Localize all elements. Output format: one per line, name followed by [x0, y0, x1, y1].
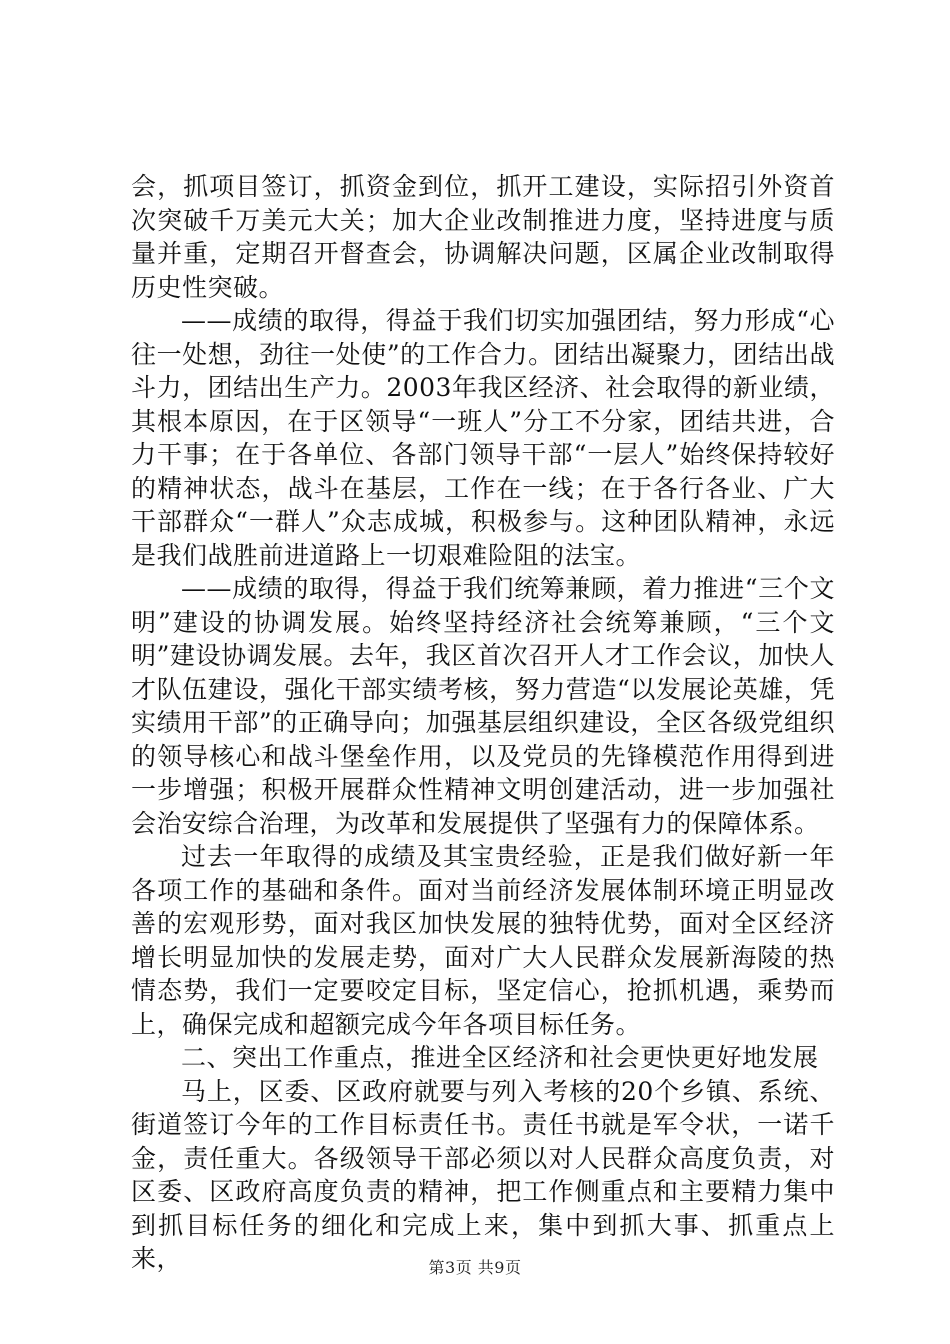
paragraph-4: 过去一年取得的成绩及其宝贵经验，正是我们做好新一年各项工作的基础和条件。面对当前经济发展体制环境正明显改善的宏观形势，面对我区加快发展的独特优势，面对全区经济增长明显加快的发展走势，面对广大人民群众发展新海陵的热情态势，我们一定要咬定目标，坚定信心，抢抓机遇，乘势而上，确保完成和超额完成今年各项目标任务。: [131, 842, 835, 1039]
paragraph-2: ——成绩的取得，得益于我们切实加强团结，努力形成“心往一处想，劲往一处使”的工作合力。团结出凝聚力，团结出战斗力，团结出生产力。2003年我区经济、社会取得的新业绩，其根本原因，在于区领导“一班人”分工不分家，团结共进，合力干事；在于各单位、各部门领导干部“一层人”始终保持较好的精神状态，战斗在基层，工作在一线；在于各行各业、广大干部群众“一群人”众志成城，积极参与。这种团队精神，永远是我们战胜前进道路上一切艰难险阻的法宝。: [131, 306, 835, 570]
paragraph-3: ——成绩的取得，得益于我们统筹兼顾，着力推进“三个文明”建设的协调发展。始终坚持经济社会统筹兼顾，“三个文明”建设协调发展。去年，我区首次召开人才工作会议，加快人才队伍建设，强化干部实绩考核，努力营造“以发展论英雄，凭实绩用干部”的正确导向；加强基层组织建设，全区各级党组织的领导核心和战斗堡垒作用，以及党员的先锋模范作用得到进一步增强；积极开展群众性精神文明创建活动，进一步加强社会治安综合治理，为改革和发展提供了坚强有力的保障体系。: [131, 574, 835, 838]
page-number-footer: 第3页 共9页: [428, 1258, 522, 1277]
paragraph-5: 马上，区委、区政府就要与列入考核的20个乡镇、系统、街道签订今年的工作目标责任书。责任书就是军令状，一诺千金，责任重大。各级领导干部必须以对人民群众高度负责，对区委、区政府高度负责的精神，把工作侧重点和主要精力集中到抓目标任务的细化和完成上来，集中到抓大事、抓重点上来，: [131, 1076, 835, 1273]
document-body: [131, 170, 835, 1276]
paragraph-1: 会，抓项目签订，抓资金到位，抓开工建设，实际招引外资首次突破千万美元大关；加大企业改制推进力度，坚持进度与质量并重，定期召开督查会，协调解决问题，区属企业改制取得历史性突破。: [131, 172, 835, 302]
section-heading-2: 二、突出工作重点，推进全区经济和社会更快更好地发展: [181, 1043, 819, 1072]
